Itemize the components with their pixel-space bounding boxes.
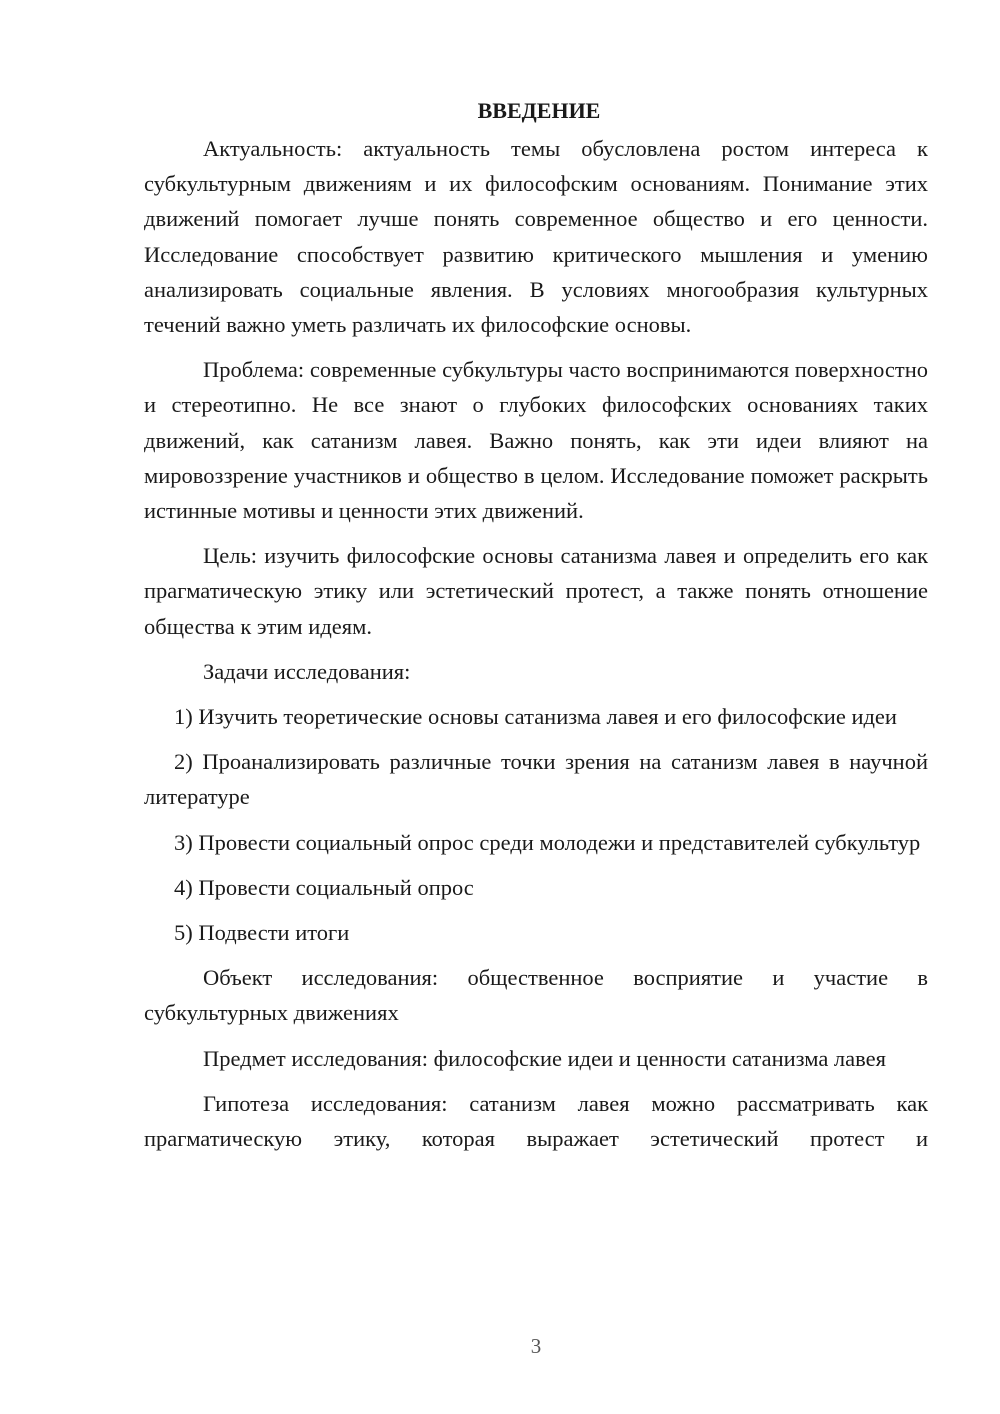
section-heading: ВВЕДЕНИЕ <box>477 98 601 123</box>
task-item-1: 1) Изучить теоретические основы сатанизма лавея и его философские идеи <box>174 704 897 730</box>
task-list <box>144 699 928 950</box>
paragraph-relevance: Актуальность: актуальность темы обусловлена ростом интереса к субкультурным движениям и их философским основаниям. Понимание этих движений помогает лучше понять современное общество и его ценности. Исследование способствует развитию критического мышления и умению анализировать социальные явления. В условиях многообразия культурных течений важно уметь различать их философские основы. <box>144 136 928 338</box>
paragraph-subject: Предмет исследования: философские идеи и ценности сатанизма лавея <box>203 1045 886 1071</box>
paragraph-tasks-title: Задачи исследования: <box>203 658 411 684</box>
paragraph-problem: Проблема: современные субкультуры часто воспринимаются поверхностно и стереотипно. Не все знают о глубоких философских основаниях таких движений, как сатанизм лавея. Важно понять, как эти идеи влияют на мировоззрение участников и общество в целом. Исследование поможет раскрыть истинные мотивы и ценности этих движений. <box>144 357 928 524</box>
task-item-3: 3) Провести социальный опрос среди молодежи и представителей субкультур <box>174 829 921 855</box>
paragraph-object: Объект исследования: общественное восприятие и участие в субкультурных движениях <box>144 965 928 1026</box>
task-item-5: 5) Подвести итоги <box>174 920 350 946</box>
page-number: 3 <box>530 1334 542 1358</box>
paragraph-hypothesis: Гипотеза исследования: сатанизм лавея можно рассматривать как прагматическую этику, которая выражает эстетический протест и <box>144 1090 928 1152</box>
page-content <box>144 96 928 1156</box>
task-item-4: 4) Провести социальный опрос <box>174 874 474 900</box>
task-item-2: 2) Проанализировать различные точки зрения на сатанизм лавея в научной литературе <box>144 749 928 810</box>
paragraph-goal: Цель: изучить философские основы сатанизма лавея и определить его как прагматическую этику или эстетический протест, а также понять отношение общества к этим идеям. <box>144 543 928 639</box>
